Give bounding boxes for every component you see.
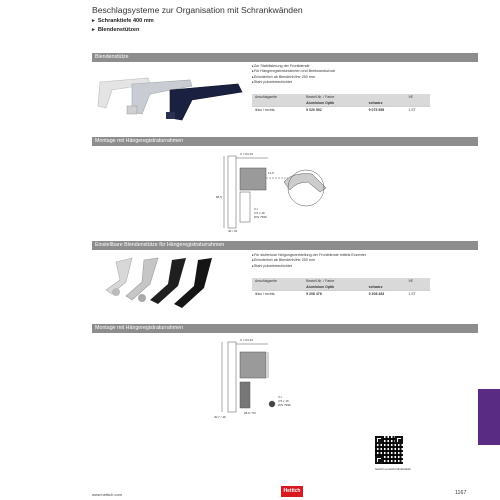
cell-ve: 1 ST — [405, 107, 430, 114]
feature-item: ▸ Für stufenlose Neigungsverstellung der Frontblende mittels Exzenter — [252, 253, 366, 258]
bracket-product-image — [92, 64, 252, 124]
feature-item: ▸ Erforderlich ab Blendenhöhe 250 mm — [252, 258, 366, 263]
section-bar-mounting-2: Montage mit Hängeregistraturrahmen — [92, 324, 478, 333]
cell-black: 9 208 483 — [366, 291, 406, 298]
chapter-tab — [478, 389, 500, 445]
feature-item: ▸ Stahl pulverbeschichtet — [252, 264, 366, 269]
dim-40-34: 40 / 34 — [228, 229, 238, 232]
col-side: Anschlagseite — [252, 94, 303, 100]
feature-item: ▸ Stahl pulverbeschichtet — [252, 80, 335, 85]
subtitle-category: ▸ Blendenstützen — [92, 27, 139, 33]
dim-screw-din: DIN 7996 — [254, 215, 267, 219]
cell-alu: 9 208 478 — [303, 291, 366, 298]
mounting-drawing-1 — [200, 148, 360, 232]
col-black: schwarz — [366, 100, 406, 107]
cell-side: links / rechts — [252, 107, 303, 114]
dim-14-5: 14,5 — [268, 171, 274, 175]
cell-side: links / rechts — [252, 291, 303, 298]
subtitle-depth: ▸ Schranktiefe 400 mm — [92, 18, 154, 24]
footer-url[interactable]: www.hettich.com — [92, 492, 123, 497]
adjustable-order-table — [252, 278, 430, 297]
cell-black: 9 075 555 — [366, 107, 406, 114]
mounting-drawing-2 — [200, 334, 310, 420]
feature-item: ▸ Zur Stabilisierung der Frontblende — [252, 64, 335, 69]
bracket-order-table — [252, 94, 430, 113]
dim-x: X = 03,33 — [240, 152, 253, 156]
page-title: Beschlagsysteme zur Organisation mit Schrankwänden — [92, 5, 303, 15]
col-alu: Aluminium Optik — [303, 284, 366, 291]
dim-86-5: 86,5 — [216, 195, 222, 199]
dim-screw-din: DIN 7996 — [278, 403, 291, 407]
feature-item: ▸ Erforderlich ab Blendenhöhe 250 mm — [252, 75, 335, 80]
col-alu: Aluminium Optik — [303, 100, 366, 107]
col-order: Bestell-Nr. / Farbe — [303, 278, 405, 284]
adjustable-features-list — [252, 253, 366, 269]
cell-alu: 9 020 592 — [303, 107, 366, 114]
dim-30-7-46: 30,7 / 46 — [214, 415, 226, 419]
col-side: Anschlagseite — [252, 278, 303, 284]
qr-shortlink[interactable]: hettich.com/shortlink/atdab — [375, 467, 411, 471]
col-order: Bestell-Nr. / Farbe — [303, 94, 405, 100]
dim-screw-size: 3,5 x 16 — [278, 399, 289, 403]
dim-screw-count: 3 x — [254, 207, 259, 211]
feature-item: ▸ Für Hängeregistraturrahmen und Breitwandschub — [252, 69, 335, 74]
dim-28-6-53: 28,6 / 53 — [244, 411, 256, 415]
adjustable-bracket-product-image — [102, 252, 242, 318]
page-number: 1167 — [455, 490, 467, 496]
dim-x: X = 03,33 — [240, 338, 253, 342]
section-bar-bracket: Blendenstütze — [92, 53, 478, 62]
hettich-logo: Hettich — [281, 486, 303, 497]
col-ve: VE — [405, 278, 430, 284]
section-bar-adjustable: Einstellbare Blendenstütze für Hängeregistraturrahmen — [92, 241, 478, 250]
qr-code[interactable] — [375, 436, 403, 464]
dim-screw-count: 3 x — [278, 395, 283, 399]
section-bar-mounting-1: Montage mit Hängeregistraturrahmen — [92, 137, 478, 146]
dim-screw-size: 3,5 x 16 — [254, 211, 265, 215]
bracket-features-list — [252, 64, 335, 85]
cell-ve: 1 ST — [405, 291, 430, 298]
col-ve: VE — [405, 94, 430, 100]
col-black: schwarz — [366, 284, 406, 291]
